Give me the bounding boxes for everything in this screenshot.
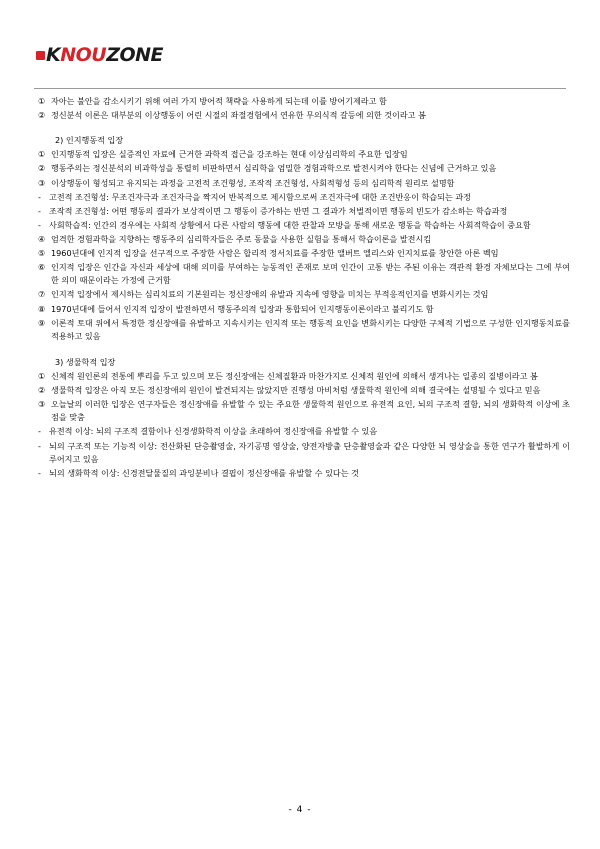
list-item <box>38 398 570 424</box>
logo-text-nou: NOU <box>60 44 107 66</box>
list-text: 이론적 토대 위에서 특정한 정신장애를 유발하고 지속시키는 인지적 또는 행동적 요인을 변화시키는 다양한 구체적 기법으로 구성한 인지행동치료를 적용하고 있음 <box>51 317 570 341</box>
list-marker: ① <box>38 370 46 381</box>
spacer <box>38 123 570 134</box>
paragraph-block-top <box>38 95 570 122</box>
list-marker: - <box>38 467 41 478</box>
list-item <box>38 467 570 480</box>
list-text: 행동주의는 정신분석의 비과학성을 통렬히 비판하면서 심리학을 엄밀한 경험과학으로 발전시켜야 한다는 신념에 근거하고 있음 <box>51 163 497 174</box>
list-item <box>38 317 570 343</box>
list-item <box>38 440 570 466</box>
spacer <box>38 345 570 356</box>
page-number: - 4 - <box>288 805 312 815</box>
list-text: 유전적 이상: 뇌의 구조적 결함이나 신경생화학적 이상을 초래하여 정신장애를 유발할 수 있음 <box>49 426 378 437</box>
list-marker: ⑥ <box>38 262 46 273</box>
list-marker: - <box>38 440 41 451</box>
list-text: 오늘날의 이러한 입장은 연구자들은 정신장애를 유발할 수 있는 주요한 생물학적 원인으로 유전적 요인, 뇌의 구조적 결함, 뇌의 생화학적 이상에 초점을 맞춤 <box>51 399 570 423</box>
list-text: 신체적 원인론의 전통에 뿌리를 두고 있으며 모든 정신장애는 신체질환과 마찬가지로 신체적 원인에 의해서 생겨나는 일종의 질병이라고 봄 <box>51 370 538 381</box>
list-item <box>38 205 570 218</box>
list-text: 뇌의 구조적 또는 기능적 이상: 전산화된 단층촬영술, 자기공명 영상술, 양전자방출 단층촬영술과 같은 다양한 뇌 영상술을 통한 연구가 활발하게 이루어지고 있음 <box>49 440 570 464</box>
list-text: 인지적 입장은 인간을 자신과 세상에 대해 의미를 부여하는 능동적인 존재로 보며 인간이 고통 받는 주된 이유는 객관적 환경 자체보다는 그에 부여한 의미 때문이라는 가정에 근거함 <box>51 262 570 286</box>
list-item <box>38 233 570 246</box>
section-heading <box>38 356 570 369</box>
list-marker: ③ <box>38 399 46 410</box>
list-item <box>38 191 570 204</box>
list-text: 자아는 불안을 감소시키기 위해 여러 가지 방어적 책략을 사용하게 되는데 이를 방어기제라고 함 <box>51 96 387 106</box>
list-text: 뇌의 생화학적 이상: 신경전달물질의 과잉분비나 결핍이 정신장애를 유발할 수 있다는 것 <box>49 467 359 478</box>
section-heading <box>38 134 570 147</box>
list-item <box>38 425 570 438</box>
logo-text-k: K <box>46 44 61 66</box>
list-marker: - <box>38 219 41 230</box>
logo-mark-icon <box>36 51 45 60</box>
list-text: 사회학습적: 인간의 경우에는 사회적 상황에서 다른 사람의 행동에 대한 관찰과 모방을 통해 새로운 행동을 학습하는 사회적학습이 중요함 <box>49 219 531 230</box>
list-item <box>38 148 570 161</box>
list-text: 정신분석 이론은 대부분의 이상행동이 어린 시절의 좌절경험에서 연유한 무의식적 갈등에 의한 것이라고 봄 <box>51 110 426 121</box>
list-text: 조작적 조건형성: 어떤 행동의 결과가 보상적이면 그 행동이 증가하는 반면 그 결과가 처벌적이면 행동의 빈도가 감소하는 학습과정 <box>49 205 508 216</box>
section-biological <box>38 356 570 480</box>
list-marker: ⑦ <box>38 289 46 300</box>
section-cognitive <box>38 134 570 344</box>
list-item <box>38 370 570 383</box>
list-item <box>38 303 570 316</box>
list-item <box>38 384 570 397</box>
list-marker: ② <box>38 163 46 174</box>
list-item <box>38 219 570 232</box>
list-text: 인지적 입장에서 제시하는 심리치료의 기본원리는 정신장애의 유발과 지속에 영향을 미치는 부적응적인지를 변화시키는 것임 <box>51 289 489 300</box>
knouzone-logo <box>36 46 163 65</box>
list-marker: ④ <box>38 233 46 244</box>
list-text: 인지행동적 입장은 실증적인 자료에 근거한 과학적 접근을 강조하는 현대 이상심리학의 주요한 입장임 <box>51 149 408 160</box>
list-marker: - <box>38 205 41 216</box>
list-marker: ⑧ <box>38 303 46 314</box>
list-marker: ⑤ <box>38 248 46 259</box>
list-marker: ① <box>38 149 46 160</box>
list-item <box>38 247 570 260</box>
list-text: 엄격한 경험과학을 지향하는 행동주의 심리학자들은 주로 동물을 사용한 실험을 통해서 학습이론을 발전시킴 <box>51 233 432 244</box>
header-divider <box>34 88 566 89</box>
list-item <box>38 162 570 175</box>
list-text: 1970년대에 들어서 인지적 입장이 발전하면서 행동주의적 입장과 통합되어 인지행동이론이라고 불리기도 함 <box>51 303 434 314</box>
document-body <box>38 95 570 481</box>
list-marker: ⑨ <box>38 317 46 328</box>
list-item <box>38 177 570 190</box>
list-marker: - <box>38 191 41 202</box>
list-item <box>38 95 570 108</box>
list-item <box>38 261 570 287</box>
section-heading-text: 2) 인지행동적 입장 <box>55 135 124 146</box>
list-marker: ① <box>38 96 46 106</box>
list-text: 이상행동이 형성되고 유지되는 과정을 고전적 조건형성, 조작적 조건형성, 사회적형성 등의 심리학적 원리로 설명함 <box>51 177 455 188</box>
list-marker: ② <box>38 110 46 121</box>
logo-text-zone: ZONE <box>106 44 164 66</box>
list-text: 고전적 조건형성: 무조건자극과 조건자극을 짝지어 반복적으로 제시함으로써 조건자극에 대한 조건반응이 학습되는 과정 <box>49 191 471 202</box>
list-text: 1960년대에 인지적 입장을 선구적으로 주장한 사람은 합리적 정서치료를 주장한 앨버트 엘리스와 인지치료를 창안한 아론 벡임 <box>51 248 499 259</box>
list-marker: - <box>38 426 41 437</box>
list-text: 생물학적 입장은 아직 모든 정신장애의 원인이 발견되지는 않았지만 진행성 마비처럼 생물학적 원인에 의해 결국에는 설명될 수 있다고 믿음 <box>51 385 541 396</box>
list-marker: ② <box>38 385 46 396</box>
list-item <box>38 109 570 122</box>
list-marker: ③ <box>38 177 46 188</box>
list-item <box>38 288 570 301</box>
section-heading-text: 3) 생물학적 입장 <box>55 356 116 367</box>
